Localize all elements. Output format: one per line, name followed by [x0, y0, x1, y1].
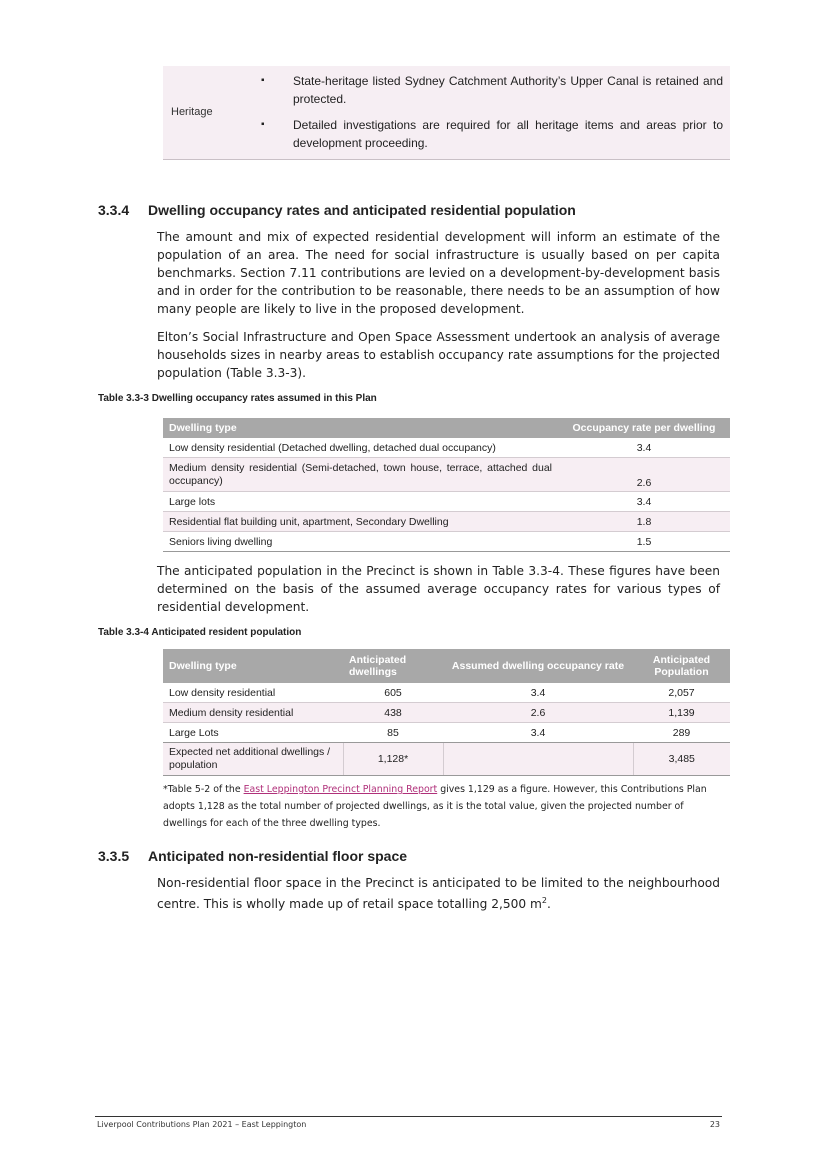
- table-header-row: [163, 418, 730, 438]
- table-row: [163, 458, 730, 492]
- paragraph-text: Non-residential floor space in the Precinct is anticipated to be limited to the neighbourhood centre. This is wholly made up of retail space totalling 2,500 m: [157, 876, 720, 912]
- section-heading-335: [98, 848, 407, 864]
- paragraph-text: .: [546, 897, 551, 912]
- heritage-bullet-list: [261, 72, 723, 152]
- table-row: [163, 438, 730, 458]
- table-cell: 1.5: [558, 532, 730, 552]
- table-cell: 1,128*: [343, 743, 443, 776]
- table-cell: Expected net additional dwellings / population: [163, 743, 343, 776]
- paragraph: Elton’s Social Infrastructure and Open Space Assessment undertook an analysis of average households sizes in nearby areas to establish occupancy rate assumptions for the projected population (Table 3.3-3).: [157, 330, 720, 380]
- list-item: [261, 116, 723, 152]
- table-cell: [443, 743, 633, 776]
- table-cell: 85: [343, 723, 443, 743]
- table-row: [163, 703, 730, 723]
- table-row: [163, 492, 730, 512]
- section-title: Anticipated non-residential floor space: [148, 848, 408, 864]
- table-row: [163, 743, 730, 776]
- table-cell: 3,485: [633, 743, 730, 776]
- bullet-icon: ▪: [261, 119, 265, 130]
- footnote-text: gives 1,129 as a figure. However, this Contributions Plan adopts 1,128 as the total number of projected dwellings, as it is the total value, given the projected number of dwellings for each of the three dwelling types.: [163, 784, 707, 829]
- table-cell: 3.4: [558, 492, 730, 512]
- table-cell: 1.8: [558, 512, 730, 532]
- anticipated-population-table: [163, 649, 730, 776]
- footer-divider: [95, 1116, 722, 1117]
- table-row: [163, 512, 730, 532]
- table-row: [163, 532, 730, 552]
- table-row: [163, 683, 730, 703]
- table-cell: 3.4: [443, 723, 633, 743]
- table-cell: 1,139: [633, 703, 730, 723]
- column-header: Anticipated Population: [633, 649, 730, 683]
- table-cell: 2.6: [443, 703, 633, 723]
- column-header: Occupancy rate per dwelling: [558, 418, 730, 438]
- table-cell: 2.6: [558, 458, 730, 492]
- table-cell: Seniors living dwelling: [163, 532, 558, 552]
- table-cell: Medium density residential: [163, 703, 343, 723]
- heritage-table: [163, 66, 730, 160]
- table-cell: Residential flat building unit, apartment, Secondary Dwelling: [163, 512, 558, 532]
- section-heading-334: [98, 202, 576, 218]
- column-header: Dwelling type: [163, 418, 558, 438]
- superscript: 2: [541, 896, 547, 905]
- page-number: 23: [709, 1120, 720, 1129]
- table-header-row: [163, 649, 730, 683]
- paragraph: The anticipated population in the Precinct is shown in Table 3.3-4. These figures have been determined on the basis of the assumed average occupancy rates for various types of residential development.: [157, 564, 720, 614]
- table-footnote: [163, 781, 723, 832]
- table-cell: Large Lots: [163, 723, 343, 743]
- footnote-text: *Table 5-2 of the: [163, 784, 244, 795]
- table-caption: Table 3.3-3 Dwelling occupancy rates assumed in this Plan: [98, 393, 377, 404]
- column-header: Assumed dwelling occupancy rate: [443, 649, 633, 683]
- table-cell: 3.4: [558, 438, 730, 458]
- section-title: Dwelling occupancy rates and anticipated residential population: [148, 202, 576, 218]
- footer-document-title: Liverpool Contributions Plan 2021 – East Leppington: [97, 1120, 307, 1129]
- occupancy-rates-table: [163, 418, 730, 552]
- precinct-planning-report-link[interactable]: East Leppington Precinct Planning Report: [243, 784, 438, 795]
- table-caption: Table 3.3-4 Anticipated resident population: [98, 627, 302, 638]
- table-cell: 3.4: [443, 683, 633, 703]
- table-row: [163, 723, 730, 743]
- column-header: Dwelling type: [163, 649, 343, 683]
- bullet-icon: ▪: [261, 75, 265, 86]
- table-cell: 605: [343, 683, 443, 703]
- table-cell: Large lots: [163, 492, 558, 512]
- heritage-bullet-text: Detailed investigations are required for all heritage items and areas prior to development proceeding.: [293, 118, 723, 150]
- paragraph: The amount and mix of expected residential development will inform an estimate of the population of an area. The need for social infrastructure is usually based on per capita benchmarks. Section 7.11 contributions are levied on a development-by-development basis and in order for the contribution to be reasonable, there needs to be an assumption of how many people are likely to live in the proposed development.: [157, 230, 720, 316]
- table-cell: Low density residential (Detached dwelling, detached dual occupancy): [163, 438, 558, 458]
- list-item: [261, 72, 723, 108]
- table-cell: Low density residential: [163, 683, 343, 703]
- table-cell: 2,057: [633, 683, 730, 703]
- table-cell: Medium density residential (Semi-detached, town house, terrace, attached dual occupancy): [163, 458, 558, 492]
- column-header: Anticipated dwellings: [343, 649, 443, 683]
- heritage-bullet-text: State-heritage listed Sydney Catchment Authority’s Upper Canal is retained and protected.: [293, 74, 723, 106]
- table-cell: 289: [633, 723, 730, 743]
- paragraph: [157, 874, 720, 913]
- table-cell: 438: [343, 703, 443, 723]
- section-number: 3.3.5: [98, 848, 130, 864]
- heritage-label: Heritage: [171, 106, 213, 118]
- section-number: 3.3.4: [98, 202, 130, 218]
